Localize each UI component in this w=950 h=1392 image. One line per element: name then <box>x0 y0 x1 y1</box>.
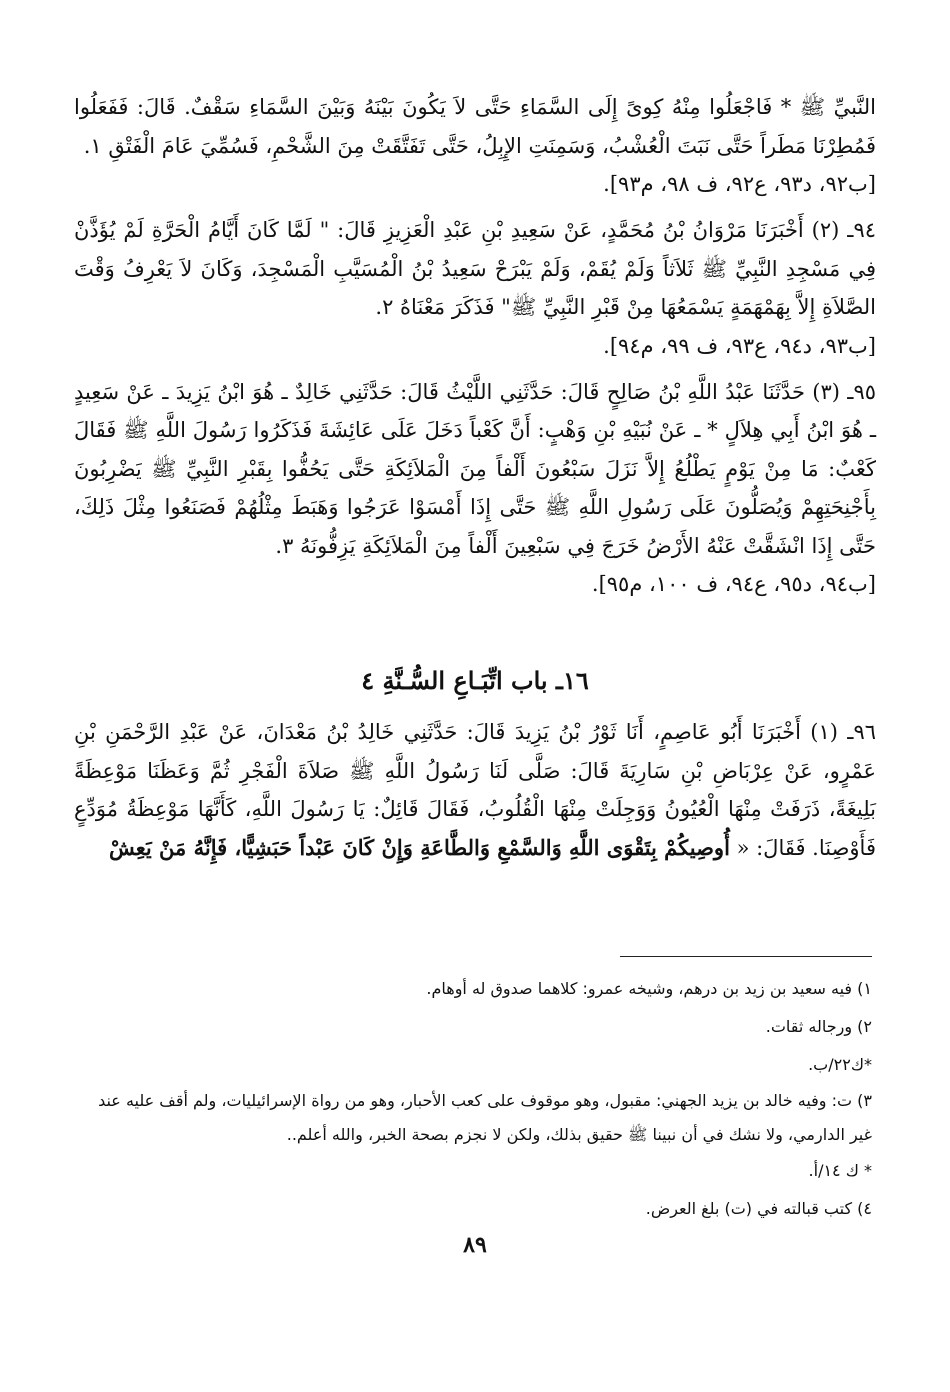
footnote-divider <box>620 956 872 957</box>
footnote-2: ٢) ورجاله ثقات. <box>765 1017 872 1036</box>
page-number: ٨٩ <box>463 1232 487 1258</box>
reference-line: [ب٩٣، د٩٤، ع٩٣، ف ٩٩، م٩٤]. <box>603 333 876 358</box>
footnote-3: ٣) ت: وفيه خالد بن يزيد الجهني: مقبول، وهو موقوف على كعب الأحبار، وهو من رواة الإسرائيليات، ولم أقف عليه عند غير الدارمي، ولا نشك في أن نبينا ﷺ حقيق بذلك، ولكن لا نجزم بصحة الخبر، والله أعلم.. <box>98 1091 872 1144</box>
chapter-heading: ١٦ـ باب اتِّبَـاعِ السُّـنَّةِ ٤ <box>361 666 589 695</box>
hadith-95: ٩٥ـ (٣) حَدَّثَنَا عَبْدُ اللَّهِ بْنُ صَالِحٍ قَالَ: حَدَّثَنِي اللَّيْثُ قَالَ: حَدَّثَنِي خَالِدٌ ـ هُوَ ابْنُ يَزِيدَ ـ عَنْ سَعِيدٍ ـ هُوَ ابْنُ أَبِي هِلاَلٍ * ـ عَنْ نُبَيْهِ بْنِ وَهْبٍ: أَنَّ كَعْباً دَخَلَ عَلَى عَائِشَةَ فَذَكَرُوا رَسُولَ اللَّهِ ﷺ فَقَالَ كَعْبٌ: مَا مِنْ يَوْمٍ يَطْلُعُ إِلاَّ نَزَلَ سَبْعُونَ أَلْفاً مِنَ الْمَلاَئِكَةِ حَتَّى يَحُفُّوا بِقَبْرِ النَّبِيِّ ﷺ يَضْرِبُونَ بِأَجْنِحَتِهِمْ وَيُصَلُّونَ عَلَى رَسُولِ اللَّهِ ﷺ حَتَّى إِذَا أَمْسَوْا عَرَجُوا وَهَبَطَ مِثْلُهُمْ فَصَنَعُوا مِثْلَ ذَلِكَ، حَتَّى إِذَا انْشَقَّتْ عَنْهُ الأَرْضُ خَرَجَ فِي سَبْعِينَ أَلْفاً مِنَ الْمَلاَئِكَةِ يَزِفُّونَهُ ٣. <box>74 379 876 558</box>
manuscript-note: * ك ١٤/أ. <box>808 1161 872 1180</box>
hadith-96-quote: أُوصِيكُمْ بِتَقْوَى اللَّهِ وَالسَّمْعِ وَالطَّاعَةِ وَإِنْ كَانَ عَبْداً حَبَشِيًّا، فَإِنَّهُ مَنْ يَعِشْ <box>108 834 730 860</box>
paragraph-continuation: النَّبيِّ ﷺ * فَاجْعَلُوا مِنْهُ كِوىً إِلَى السَّمَاءِ حَتَّى لاَ يَكُونَ بَيْنَهُ وَبَيْنَ السَّمَاءِ سَقْفٌ. قَالَ: فَفَعَلُوا فَمُطِرْنَا مَطَراً حَتَّى نَبَتَ الْعُشْبُ، وَسَمِنَتِ الإِبِلُ، حَتَّى تَفَتَّقَتْ مِنَ الشَّحْمِ، فَسُمِّيَ عَامَ الْفَتْقِ ١. <box>74 95 876 158</box>
hadith-94: ٩٤ـ (٢) أَخْبَرَنَا مَرْوَانُ بْنُ مُحَمَّدٍ، عَنْ سَعِيدِ بْنِ عَبْدِ الْعَزِيزِ قَالَ: " لَمَّا كَانَ أَيَّامُ الْحَرَّةِ لَمْ يُؤَذَّنْ فِي مَسْجِدِ النَّبِيِّ ﷺ ثَلاَثاً وَلَمْ يُقَمْ، وَلَمْ يَبْرَحْ سَعِيدُ بْنُ الْمُسَيَّبِ الْمَسْجِدَ، وَكَانَ لاَ يَعْرِفُ وَقْتَ الصَّلاَةِ إِلاَّ بِهَمْهَمَةٍ يَسْمَعُهَا مِنْ قَبْرِ النَّبِيِّ ﷺ" فَذَكَرَ مَعْنَاهُ ٢. <box>74 218 876 319</box>
footnotes <box>72 970 872 1228</box>
hadith-96-text: ٩٦ـ (١) أَخْبَرَنَا أَبُو عَاصِمٍ، أَنَا ثَوْرُ بْنُ يَزِيدَ قَالَ: حَدَّثَنِي خَالِدُ بْنُ مَعْدَانَ، عَنْ عَبْدِ الرَّحْمَنِ بْنِ عَمْرٍو، عَنْ عِرْبَاضِ بْنِ سَارِيَةَ قَالَ: صَلَّى لَنَا رَسُولُ اللَّهِ ﷺ صَلاَةَ الْفَجْرِ ثُمَّ وَعَظَنَا مَوْعِظَةً بَلِيغَةً، ذَرَفَتْ مِنْهَا الْعُيُونُ وَوَجِلَتْ مِنْهَا الْقُلُوبُ، فَقَالَ قَائِلٌ: يَا رَسُولَ اللَّهِ، كَأَنَّهَا مَوْعِظَةُ مُوَدِّعٍ فَأَوْصِنَا. فَقَالَ: « <box>74 720 876 860</box>
reference-line: [ب٩٤، د٩٥، ع٩٤، ف ١٠٠، م٩٥]. <box>591 572 876 596</box>
footnote-4: ٤) كتب قبالته في (ت) بلغ العرض. <box>645 1199 872 1218</box>
reference-line: [ب٩٢، د٩٣، ع٩٢، ف ٩٨، م٩٣]. <box>603 172 876 196</box>
hadith-96 <box>74 713 876 867</box>
manuscript-note: *ك٢٢/ب. <box>808 1055 872 1074</box>
footnote-1: ١) فيه سعيد بن زيد بن درهم، وشيخه عمرو: كلاهما صدوق له أوهام. <box>426 979 872 998</box>
